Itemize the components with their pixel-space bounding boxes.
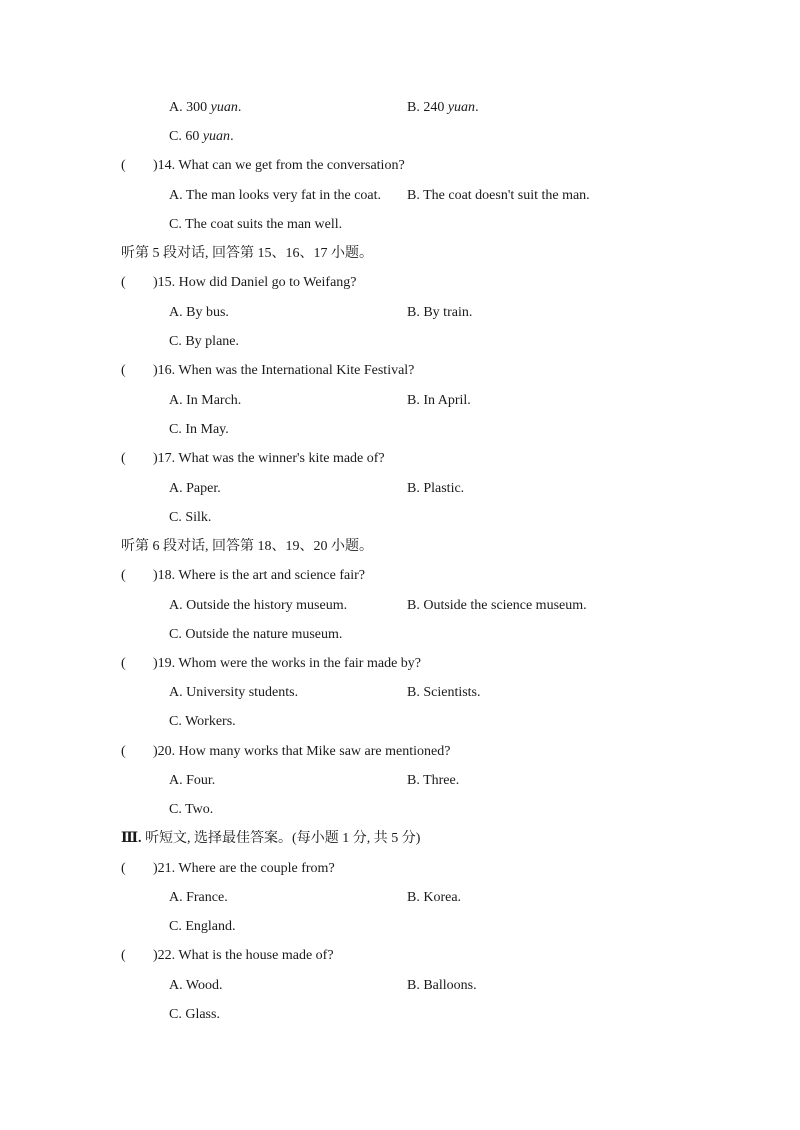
question-14: ( )14. What can we get from the conversation?	[121, 158, 405, 173]
question-19: ( )19. Whom were the works in the fair made by?	[121, 656, 421, 671]
question-15: ( )15. How did Daniel go to Weifang?	[121, 275, 357, 290]
option-b-q13: B. 240 yuan.	[407, 100, 479, 115]
option-c-q18: C. Outside the nature museum.	[169, 627, 343, 642]
option-a-q17: A. Paper.	[169, 481, 221, 496]
option-b-q15: B. By train.	[407, 305, 473, 320]
section-heading-dialogue-6: 听第 6 段对话, 回答第 18、19、20 小题。	[121, 539, 373, 554]
section-heading-part-3: Ⅲ. 听短文, 选择最佳答案。(每小题 1 分, 共 5 分)	[121, 831, 421, 846]
option-b-q21: B. Korea.	[407, 890, 462, 905]
question-22: ( )22. What is the house made of?	[121, 948, 334, 963]
option-a-q18: A. Outside the history museum.	[169, 598, 348, 613]
option-b-q19: B. Scientists.	[407, 685, 481, 700]
option-a-q19: A. University students.	[169, 685, 299, 700]
section-heading-dialogue-5: 听第 5 段对话, 回答第 15、16、17 小题。	[121, 246, 373, 261]
option-b-q20: B. Three.	[407, 773, 460, 788]
option-c-q17: C. Silk.	[169, 510, 212, 525]
option-c-q20: C. Two.	[169, 802, 214, 817]
option-a-q21: A. France.	[169, 890, 228, 905]
option-b-q18: B. Outside the science museum.	[407, 598, 587, 613]
option-b-q14: B. The coat doesn't suit the man.	[407, 188, 590, 203]
question-18: ( )18. Where is the art and science fair?	[121, 568, 365, 583]
option-a-q22: A. Wood.	[169, 978, 223, 993]
option-b-q22: B. Balloons.	[407, 978, 477, 993]
option-c-q19: C. Workers.	[169, 714, 236, 729]
option-a-q15: A. By bus.	[169, 305, 229, 320]
option-c-q14: C. The coat suits the man well.	[169, 217, 343, 232]
option-c-q15: C. By plane.	[169, 334, 239, 349]
question-16: ( )16. When was the International Kite Festival?	[121, 363, 415, 378]
question-17: ( )17. What was the winner's kite made of?	[121, 451, 385, 466]
option-a-q14: A. The man looks very fat in the coat.	[169, 188, 382, 203]
question-21: ( )21. Where are the couple from?	[121, 861, 335, 876]
option-b-q17: B. Plastic.	[407, 481, 465, 496]
option-a-q16: A. In March.	[169, 393, 242, 408]
option-b-q16: B. In April.	[407, 393, 471, 408]
option-a-q13: A. 300 yuan.	[169, 100, 242, 115]
option-c-q22: C. Glass.	[169, 1007, 220, 1022]
question-20: ( )20. How many works that Mike saw are mentioned?	[121, 744, 451, 759]
option-c-q13: C. 60 yuan.	[169, 129, 234, 144]
option-c-q16: C. In May.	[169, 422, 229, 437]
option-c-q21: C. England.	[169, 919, 236, 934]
option-a-q20: A. Four.	[169, 773, 216, 788]
